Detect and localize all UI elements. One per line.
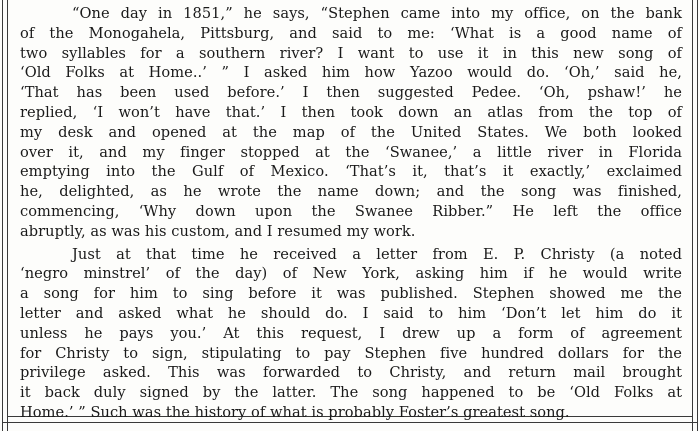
text-line: ‘negro minstrel’ of the day) of New York, asking him if he would write: [20, 265, 682, 283]
frame-right-inner-rule: [692, 0, 693, 431]
text-line: Just at that time he received a letter from E. P. Christy (a noted: [72, 245, 682, 263]
text-line: replied, ‘I won’t have that.’ I then took down an atlas from the top of: [20, 103, 682, 121]
text-line: emptying into the Gulf of Mexico. ‘That’s it, that’s it exactly,’ exclaimed: [20, 163, 682, 181]
text-line: he, delighted, as he wrote the name down; and the song was finished,: [20, 183, 682, 201]
text-line: a song for him to sing before it was published. Stephen showed me the: [20, 285, 682, 303]
text-line: two syllables for a southern river? I want to use it in this new song of: [20, 44, 682, 62]
text-line: letter and asked what he should do. I said to him ‘Don’t let him do it: [20, 304, 682, 322]
frame-right-outer-rule: [697, 0, 698, 431]
frame-left-outer-rule: [2, 0, 3, 431]
text-line: ‘Old Folks at Home..’ ” I asked him how Yazoo would do. ‘Oh,’ said he,: [20, 64, 682, 82]
text-line: of the Monogahela, Pittsburg, and said to me: ‘What is a good name of: [20, 24, 682, 42]
text-line: commencing, ‘Why down upon the Swanee Ribber.” He left the office: [20, 202, 682, 220]
text-line: my desk and opened at the map of the United States. We both looked: [20, 123, 682, 141]
text-line: abruptly, as was his custom, and I resumed my work.: [20, 222, 416, 240]
text-line: unless he pays you.’ At this request, I drew up a form of agreement: [20, 324, 682, 342]
text-line: over it, and my finger stopped at the ‘Swanee,’ a little river in Florida: [20, 143, 682, 161]
frame-left-inner-rule: [7, 0, 8, 431]
text-line: for Christy to sign, stipulating to pay Stephen five hundred dollars for the: [20, 344, 682, 362]
article-body: [20, 4, 682, 423]
text-line: privilege asked. This was forwarded to Christy, and return mail brought: [20, 364, 682, 382]
paragraph-1: [20, 4, 682, 242]
text-line: it back duly signed by the latter. The song happened to be ‘Old Folks at: [20, 384, 682, 402]
paragraph-2: [20, 245, 682, 423]
text-line: Home.’ ” Such was the history of what is probably Foster’s greatest song.: [20, 403, 570, 421]
text-line: “One day in 1851,” he says, “Stephen came into my office, on the bank: [72, 5, 682, 22]
text-line: ‘That has been used before.’ I then suggested Pedee. ‘Oh, pshaw!’ he: [20, 84, 682, 102]
